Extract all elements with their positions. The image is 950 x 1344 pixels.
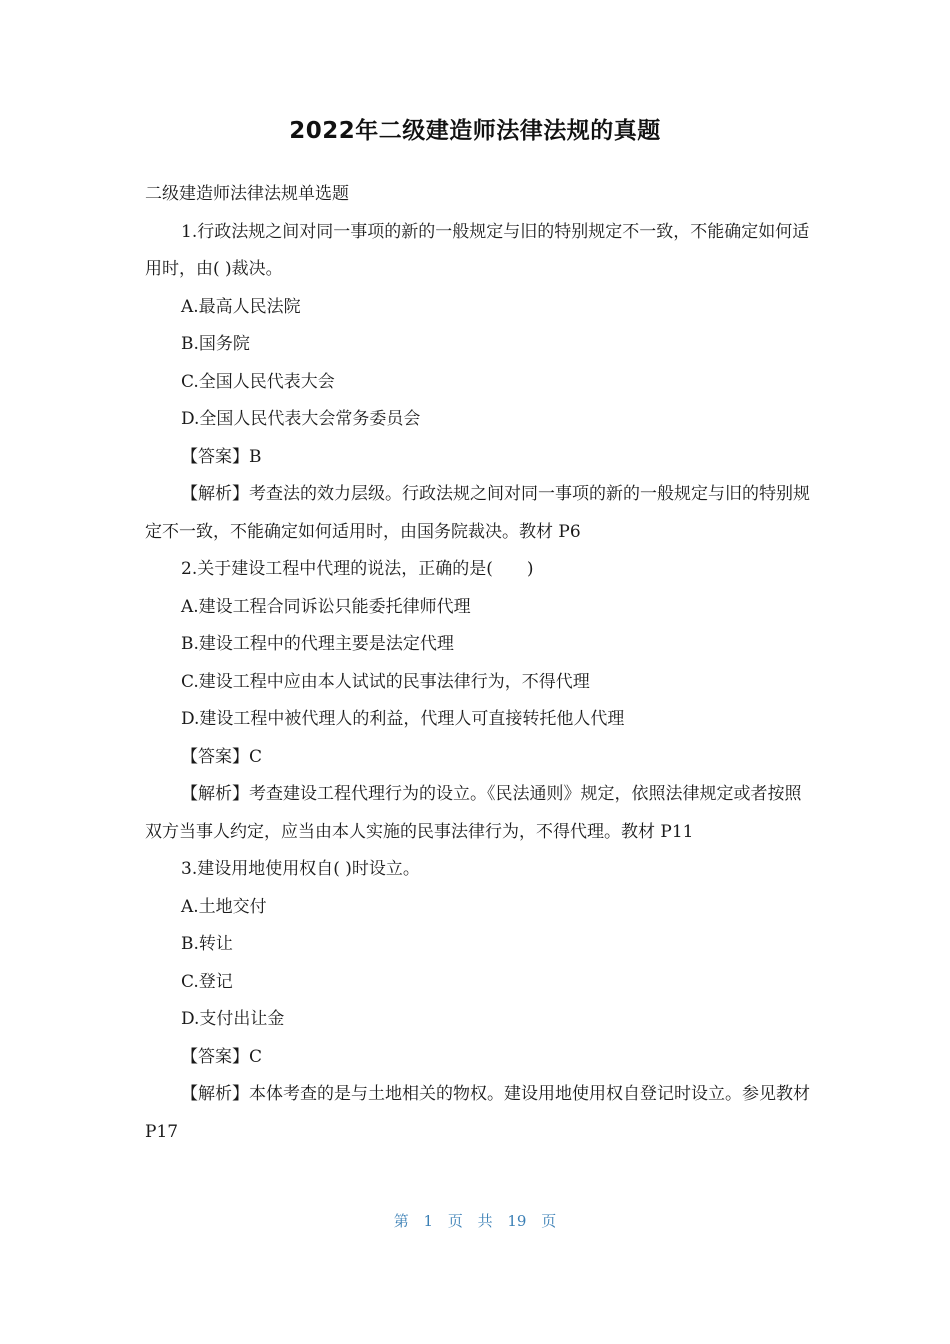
page-footer: 第 1 页 共 19 页: [393, 1212, 557, 1230]
document-body: [145, 176, 810, 1151]
explanation: 【解析】考查法的效力层级。行政法规之间对同一事项的新的一般规定与旧的特别规定不一致，不能确定如何适用时，由国务院裁决。教材 P6: [145, 484, 810, 542]
option-b: B.建设工程中的代理主要是法定代理: [181, 634, 454, 654]
option-a: A.建设工程合同诉讼只能委托律师代理: [181, 596, 471, 617]
document-title: 2022年二级建造师法律法规的真题: [289, 118, 661, 144]
option-a: A.最高人民法院: [181, 296, 301, 317]
option-c: C.全国人民代表大会: [181, 371, 335, 392]
answer: 【答案】C: [181, 746, 263, 767]
option-a: A.土地交付: [181, 896, 267, 917]
explanation: 【解析】考查建设工程代理行为的设立。《民法通则》规定，依照法律规定或者按照双方当事人约定，应当由本人实施的民事法律行为，不得代理。教材 P11: [145, 784, 802, 842]
answer: 【答案】C: [181, 1046, 263, 1067]
option-d: D.支付出让金: [181, 1009, 285, 1029]
option-b: B.国务院: [181, 334, 250, 354]
option-c: C.登记: [181, 971, 233, 992]
question-2: 2.关于建设工程中代理的说法，正确的是( ): [181, 559, 534, 579]
option-b: B.转让: [181, 934, 233, 954]
question-3: 3.建设用地使用权自( )时设立。: [181, 859, 420, 879]
explanation: 【解析】本体考查的是与土地相关的物权。建设用地使用权自登记时设立。参见教材 P17: [145, 1084, 810, 1142]
option-c: C.建设工程中应由本人试试的民事法律行为，不得代理: [181, 671, 590, 692]
option-d: D.建设工程中被代理人的利益，代理人可直接转托他人代理: [181, 709, 625, 729]
section-heading: 二级建造师法律法规单选题: [145, 184, 349, 204]
option-d: D.全国人民代表大会常务委员会: [181, 409, 421, 429]
answer: 【答案】B: [181, 446, 262, 467]
question-1: 1.行政法规之间对同一事项的新的一般规定与旧的特别规定不一致，不能确定如何适用时，由( )裁决。: [145, 221, 810, 279]
